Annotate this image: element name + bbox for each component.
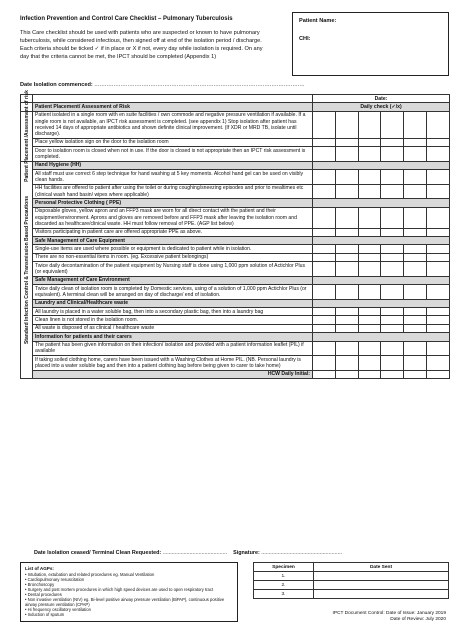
section-fill <box>313 236 450 244</box>
daily-check-cell[interactable] <box>313 285 336 300</box>
criteria-text: Patient isolated in a single room with en suite facilities / own commode and negative pressure ventilation if available. If a single room is not available, an IPCT risk assessment is completed. (see appendix 1) Stop isolation after patient has received 14 days of appropriate antibiotics and shown definite clinical improvement. (If XDR or MRD TB, isolate until discharge). <box>33 111 313 138</box>
daily-check-cell[interactable] <box>381 111 404 138</box>
specimen-date-cell[interactable] <box>314 590 449 599</box>
daily-check-cell[interactable] <box>313 228 336 236</box>
agp-list-heading: List of AGPs: <box>25 566 54 571</box>
daily-check-cell[interactable] <box>358 370 381 378</box>
criteria-text: Disposable gloves, yellow apron and an FFP3 mask are worn for all direct contact with the patient and their equipment/environment. Aprons and gloves are removed before and FFP3 mask after leaving the isolation room and discarded as healthcare/clinical waste. HH must follow removal of PPE. (AGP list below) <box>33 207 313 228</box>
daily-check-cell[interactable] <box>358 170 381 185</box>
daily-check-cell[interactable] <box>358 184 381 199</box>
daily-check-cell[interactable] <box>358 228 381 236</box>
daily-check-cell[interactable] <box>358 111 381 138</box>
daily-check-cell[interactable] <box>358 341 381 356</box>
daily-check-cell[interactable] <box>358 245 381 253</box>
daily-check-cell[interactable] <box>313 262 336 277</box>
agp-list-item: • Dental procedures <box>25 592 62 597</box>
date-sent-header: Date Sent <box>314 563 449 572</box>
agp-list-item: • Surgery and post mortem procedures in which high speed devices are used to open respiratory tract <box>25 587 214 592</box>
daily-check-cell[interactable] <box>381 324 404 332</box>
daily-check-cell[interactable] <box>335 253 358 261</box>
criteria-text: Visitors participating in patient care are offered appropriate PPE as above. <box>33 228 313 236</box>
daily-check-cell[interactable] <box>335 228 358 236</box>
agp-list-item: • Non invasive ventilation (NIV) eg. Bi-level positive airway pressure ventilation (BiPAP), continuous positive airway pressure ventilation (CPAP) <box>25 597 225 607</box>
table-row <box>21 184 450 199</box>
daily-check-cell[interactable] <box>427 341 450 356</box>
intro-paragraph: This Care checklist should be used with patients who are suspected or known to have pulmonary tuberculosis, while considered infectious, then signed off at end of the isolation period / discharge. Each criteria should be ticked ✓ if in place or X if not, every day while isolation is required. On any day that the criteria cannot be met, the IPCT should be completed (Appendix 1) <box>20 30 263 60</box>
daily-check-cell[interactable] <box>313 111 336 138</box>
table-row <box>21 170 450 185</box>
side-label-standard <box>21 161 33 378</box>
table-row <box>21 308 450 316</box>
section-row <box>21 236 450 244</box>
daily-check-cell[interactable] <box>404 207 427 228</box>
daily-check-cell[interactable] <box>404 228 427 236</box>
table-row <box>21 245 450 253</box>
daily-check-cell[interactable] <box>358 262 381 277</box>
daily-check-cell[interactable] <box>404 111 427 138</box>
signature-label: Signature: <box>233 550 260 556</box>
daily-check-cell[interactable] <box>427 316 450 324</box>
criteria-text: All laundry is placed in a water soluble bag, then into a secondary plastic bag, then into a laundry bag <box>33 308 313 316</box>
daily-check-cell[interactable] <box>404 184 427 199</box>
daily-check-cell[interactable] <box>313 370 336 378</box>
daily-check-cell[interactable] <box>335 147 358 162</box>
ceased-label: Date Isolation ceased/ Terminal Clean Requested: <box>34 550 162 556</box>
section-heading: Information for patients and their carers <box>33 333 313 341</box>
daily-check-cell[interactable] <box>335 245 358 253</box>
table-row <box>21 228 450 236</box>
checklist-table <box>20 90 450 379</box>
daily-check-cell[interactable] <box>404 245 427 253</box>
daily-check-cell[interactable] <box>427 170 450 185</box>
daily-check-cell[interactable] <box>404 285 427 300</box>
agp-list-item: • Bronchoscopy <box>25 582 55 587</box>
daily-check-cell[interactable] <box>313 356 336 371</box>
date-header: Date: <box>313 95 450 103</box>
daily-check-cell[interactable] <box>404 324 427 332</box>
criteria-text: If taking soiled clothing home, carers have been issued with a Washing Clothes at Home PIL. (NB. Personal laundry is placed into a water soluble bag and then into a patient clothing bag before being given to carer to take home) <box>33 356 313 371</box>
daily-check-cell[interactable] <box>427 207 450 228</box>
daily-check-cell[interactable] <box>404 370 427 378</box>
criteria-text: Twice daily decontamination of the patient equipment by Nursing staff is done using 1,000 ppm solution of Actichlor Plus (or equivalent) <box>33 262 313 277</box>
specimen-row-number: 3. <box>254 590 314 599</box>
criteria-text: The patient has been given information on their infection/ isolation and provided with a patient information leaflet (PIL) if available <box>33 341 313 356</box>
daily-check-cell[interactable] <box>427 253 450 261</box>
daily-check-cell[interactable] <box>313 184 336 199</box>
specimen-date-cell[interactable] <box>314 581 449 590</box>
criteria-text: Single-use items are used where possible or equipment is dedicated to patient while in isolation. <box>33 245 313 253</box>
criteria-text: There are no non-essential items in room. (eg. Excessive patient belongings) <box>33 253 313 261</box>
daily-check-cell[interactable] <box>358 316 381 324</box>
daily-check-cell[interactable] <box>335 341 358 356</box>
daily-check-cell[interactable] <box>335 370 358 378</box>
specimen-table <box>253 562 449 599</box>
date-commenced-field[interactable]: ........................................................................................................................ <box>94 82 305 88</box>
daily-check-cell[interactable] <box>381 228 404 236</box>
daily-check-cell[interactable] <box>313 253 336 261</box>
daily-check-cell[interactable] <box>358 147 381 162</box>
daily-check-cell[interactable] <box>381 184 404 199</box>
section-heading: Safe Management of Care Equipment <box>33 236 313 244</box>
table-row <box>21 324 450 332</box>
daily-check-cell[interactable] <box>427 184 450 199</box>
hcw-initials-row <box>21 370 450 378</box>
section-fill <box>313 299 450 307</box>
daily-check-cell[interactable] <box>381 170 404 185</box>
section-fill <box>313 161 450 169</box>
daily-check-cell[interactable] <box>427 324 450 332</box>
specimen-row-number: 1. <box>254 572 314 581</box>
table-row <box>21 207 450 228</box>
daily-check-cell[interactable] <box>313 207 336 228</box>
daily-check-cell[interactable] <box>427 111 450 138</box>
daily-check-cell[interactable] <box>404 308 427 316</box>
daily-check-cell[interactable] <box>335 184 358 199</box>
daily-check-cell[interactable] <box>381 147 404 162</box>
patient-name-label[interactable]: Patient Name: <box>299 18 337 24</box>
table-row <box>21 138 450 146</box>
table-row <box>21 316 450 324</box>
section-heading: Laundry and Clinical/Healthcare waste <box>33 299 313 307</box>
daily-check-cell[interactable] <box>427 356 450 371</box>
agp-list-item: • Cardiopulmonary resuscitation <box>25 577 85 582</box>
criteria-text: HH facilities are offered to patient after using the toilet or during coughing/sneezing episodes and prior to mealtimes etc (clinical wash hand basin/ wipes where applicable) <box>33 184 313 199</box>
daily-check-cell[interactable] <box>313 324 336 332</box>
daily-check-cell[interactable] <box>381 356 404 371</box>
section-row <box>21 333 450 341</box>
daily-check-cell[interactable] <box>404 316 427 324</box>
daily-check-cell[interactable] <box>335 285 358 300</box>
daily-check-cell[interactable] <box>313 341 336 356</box>
criteria-text: Place yellow isolation sign on the door to the isolation room <box>33 138 313 146</box>
table-row <box>21 356 450 371</box>
daily-check-cell[interactable] <box>381 245 404 253</box>
daily-check-cell[interactable] <box>427 228 450 236</box>
daily-check-cell[interactable] <box>358 324 381 332</box>
section-heading: Safe Management of Care Environment <box>33 276 313 284</box>
daily-check-cell[interactable] <box>358 138 381 146</box>
daily-check-cell[interactable] <box>335 207 358 228</box>
daily-check-cell[interactable] <box>427 262 450 277</box>
daily-check-cell[interactable] <box>313 138 336 146</box>
daily-check-cell[interactable] <box>335 138 358 146</box>
section-fill <box>313 276 450 284</box>
column-header: Patient Placement/ Assessment of Risk <box>33 103 313 111</box>
daily-check-cell[interactable] <box>358 356 381 371</box>
daily-check-cell[interactable] <box>381 308 404 316</box>
side-label-text: Patient Placement /Assessment of risk <box>23 90 30 183</box>
daily-check-cell[interactable] <box>358 253 381 261</box>
signature-field[interactable]: ...................................................... <box>261 550 343 556</box>
daily-check-cell[interactable] <box>381 253 404 261</box>
daily-check-cell[interactable] <box>381 138 404 146</box>
section-fill <box>313 199 450 207</box>
table-row <box>21 341 450 356</box>
daily-check-cell[interactable] <box>404 138 427 146</box>
criteria-text: All waste is disposed of as clinical / healthcare waste <box>33 324 313 332</box>
agp-list-item: • Hi frequency oscillatory ventilation <box>25 607 91 612</box>
daily-check-cell[interactable] <box>313 245 336 253</box>
criteria-text: All staff must use correct 6 step technique for hand washing at 5 key moments. Alcohol hand gel can be used on visibly clean hands. <box>33 170 313 185</box>
daily-check-cell[interactable] <box>335 262 358 277</box>
chi-label[interactable]: CHI: <box>299 36 311 42</box>
daily-check-cell[interactable] <box>404 356 427 371</box>
daily-check-cell[interactable] <box>313 170 336 185</box>
daily-check-cell[interactable] <box>358 308 381 316</box>
document-title: Infection Prevention and Control Care Checklist – Pulmonary Tuberculosis <box>20 16 233 22</box>
daily-check-cell[interactable] <box>404 253 427 261</box>
doc-control-review: Date of Review: July 2020 <box>390 617 446 622</box>
specimen-header: Specimen <box>254 563 314 572</box>
isolation-ceased-line <box>34 550 342 556</box>
daily-check-cell[interactable] <box>381 285 404 300</box>
table-row <box>21 285 450 300</box>
daily-check-cell[interactable] <box>427 245 450 253</box>
agp-list-item: • Intubation, extubation and related procedures eg. Manual Ventilation <box>25 572 155 577</box>
daily-check-cell[interactable] <box>358 207 381 228</box>
specimen-date-cell[interactable] <box>314 572 449 581</box>
daily-check-cell[interactable] <box>335 356 358 371</box>
section-heading: Hand Hygiene (HH) <box>33 161 313 169</box>
side-label-placement <box>21 90 33 183</box>
table-row <box>21 262 450 277</box>
table-row <box>21 111 450 138</box>
agp-list-item: • Induction of sputum <box>25 612 65 617</box>
daily-check-cell[interactable] <box>313 308 336 316</box>
criteria-text: Door to isolation room is closed when not in use. If the door is closed is not appropriate then an IPCT risk assessment is completed. <box>33 147 313 162</box>
daily-check-cell[interactable] <box>335 111 358 138</box>
daily-check-cell[interactable] <box>427 285 450 300</box>
daily-check-cell[interactable] <box>335 324 358 332</box>
daily-check-cell[interactable] <box>427 138 450 146</box>
daily-check-cell[interactable] <box>313 316 336 324</box>
daily-check-cell[interactable] <box>427 308 450 316</box>
table-row <box>21 147 450 162</box>
daily-check-cell[interactable] <box>335 308 358 316</box>
section-row <box>21 199 450 207</box>
blank-cell <box>33 95 313 103</box>
daily-check-cell[interactable] <box>381 341 404 356</box>
date-commenced-label: Date Isolation commenced: <box>20 82 93 88</box>
daily-check-cell[interactable] <box>427 370 450 378</box>
table-row <box>21 253 450 261</box>
daily-check-cell[interactable] <box>404 262 427 277</box>
agp-list-box <box>20 562 238 622</box>
hcw-label: HCW Daily Initial: <box>33 370 313 378</box>
section-row <box>21 299 450 307</box>
criteria-text: Clean linen is not stored in the isolation room. <box>33 316 313 324</box>
daily-check-cell[interactable] <box>335 170 358 185</box>
section-row <box>21 276 450 284</box>
daily-check-cell[interactable] <box>313 147 336 162</box>
agp-list <box>25 572 233 617</box>
section-heading: Personal Protective Clothing ( PPE) <box>33 199 313 207</box>
document-control <box>333 611 447 623</box>
daily-check-cell[interactable] <box>381 262 404 277</box>
patient-details-box <box>292 12 449 76</box>
daily-check-cell[interactable] <box>335 316 358 324</box>
specimen-row-number: 2. <box>254 581 314 590</box>
ceased-date-field[interactable]: ........................................... <box>162 550 228 556</box>
doc-control-issue: IPCT Document Control: Date of Issue: January 2019 <box>332 611 446 616</box>
criteria-text: Twice daily clean of isolation room is completed by Domestic services, using of a solution of 1,000 ppm Actichlor Plus (or equivalent). A terminal clean will be arranged on day of discharge/ end of isolation. <box>33 285 313 300</box>
section-fill <box>313 333 450 341</box>
daily-check-cell[interactable] <box>381 207 404 228</box>
daily-check-cell[interactable] <box>404 147 427 162</box>
daily-check-cell[interactable] <box>381 370 404 378</box>
section-row <box>21 161 450 169</box>
daily-check-cell[interactable] <box>358 285 381 300</box>
daily-check-cell[interactable] <box>381 316 404 324</box>
daily-check-cell[interactable] <box>427 147 450 162</box>
daily-check-header: Daily check (✓/x) <box>313 103 450 111</box>
date-isolation-commenced[interactable] <box>20 82 305 88</box>
daily-check-cell[interactable] <box>404 170 427 185</box>
daily-check-cell[interactable] <box>404 341 427 356</box>
side-label-text: Standard Infection Control & Transmission Based Precautions <box>23 195 30 345</box>
